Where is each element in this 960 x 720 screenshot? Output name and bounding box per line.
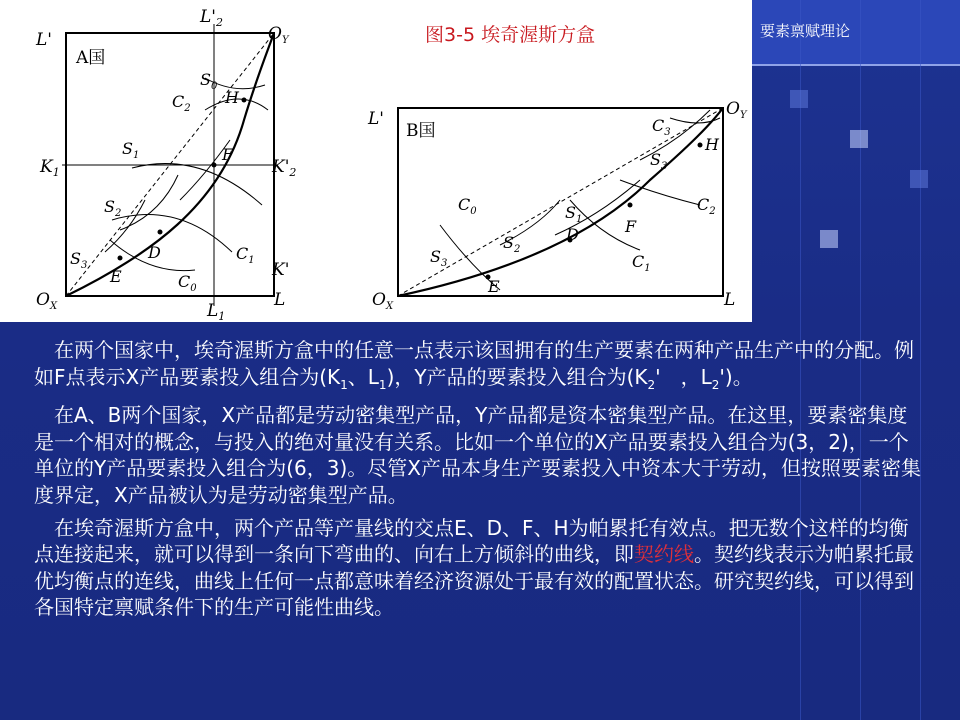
b-label-s3-top: $S_3$ [650,150,668,172]
country-a-name: A国 [76,48,106,68]
figure-panel [0,0,752,322]
b-label-h: H [705,135,719,154]
b-label-s2: $S_2$ [503,233,521,255]
b-label-d: D [566,225,579,244]
decor-square [820,230,838,248]
decor-square [790,90,808,108]
label-s0: $S_0$ [200,70,218,92]
label-k2-prime: $K'_2$ [272,157,297,179]
country-a-box [35,7,296,322]
label-h: H [225,88,239,107]
label-c1: $C_1$ [236,244,255,266]
label-l1: $L_1$ [207,301,226,322]
label-f: F [222,145,234,164]
label-s1: $S_1$ [122,139,140,161]
label-c0: $C_0$ [178,272,197,294]
header-topic: 要素禀赋理论 [760,22,851,40]
b-label-e: E [488,277,500,296]
label-s2: $S_2$ [104,197,122,219]
paragraph-1: 在两个国家中，埃奇渥斯方盒中的任意一点表示该国拥有的生产要素在两种产品生产中的分配。例如F点表示X产品要素投入组合为($K_1$、$L_1$)，Y产品的要素投入组合为($K_2'$ ，$L_2'$)。 [34,338,914,392]
decor-square [910,170,928,188]
paragraph-3: 在埃奇渥斯方盒中，两个产品等产量线的交点E、D、F、H为帕累托有效点。把无数个这样的均衡点连接起来，就可以得到一条向下弯曲的、向右上方倾斜的曲线，即契约线。契约线表示为帕累托最优均衡点的连线，曲线上任何一点都意味着经济资源处于最有效的配置状态。研究契约线，可以得到各国特定禀赋条件下的生产可能性曲线。 [34,515,914,620]
contract-curve-term: 契约线 [634,542,694,567]
b-label-ox: $O_X$ [372,290,394,312]
label-oy: $O_Y$ [268,24,289,46]
b-label-f: F [625,217,637,236]
label-k1: $K_1$ [40,157,60,179]
b-label-s3: $S_3$ [430,247,448,269]
b-label-s1: $S_1$ [565,203,583,225]
edgeworth-box-figure [0,0,752,322]
decor-square [850,130,868,148]
label-ox: $O_X$ [36,290,58,312]
figure-title: 图3-5 埃奇渥斯方盒 [425,24,596,46]
b-label-l-prime: L' [368,109,384,129]
b-label-c2: $C_2$ [697,195,716,217]
label-c2: $C_2$ [172,92,191,114]
b-label-oy: $O_Y$ [726,99,747,121]
label-s3: $S_3$ [70,249,88,271]
b-label-l: L [724,290,736,310]
label-l: L [274,290,286,310]
country-b-name: B国 [406,121,436,141]
country-b-box [367,99,748,312]
b-label-c1: $C_1$ [632,252,651,274]
label-d: D [148,243,161,262]
label-e: E [110,267,122,286]
header-divider [752,64,960,66]
label-k-prime: K' [272,260,290,280]
label-l2-prime: $L'_2$ [200,7,223,29]
b-label-c0: $C_0$ [458,195,477,217]
paragraph-2: 在A、B两个国家，X产品都是劳动密集型产品，Y产品都是资本密集型产品。在这里，要素密集度是一个相对的概念，与投入的绝对量没有关系。比如一个单位的X产品要素投入组合为(3，2)，一个单位的Y产品要素投入组合为(6，3)。尽管X产品本身生产要素投入中资本大于劳动，但按照要素密集度界定，X产品被认为是劳动密集型产品。 [34,403,921,507]
label-l-prime: L' [36,30,52,50]
body-text [34,337,924,621]
b-label-c3: $C_3$ [652,116,671,138]
